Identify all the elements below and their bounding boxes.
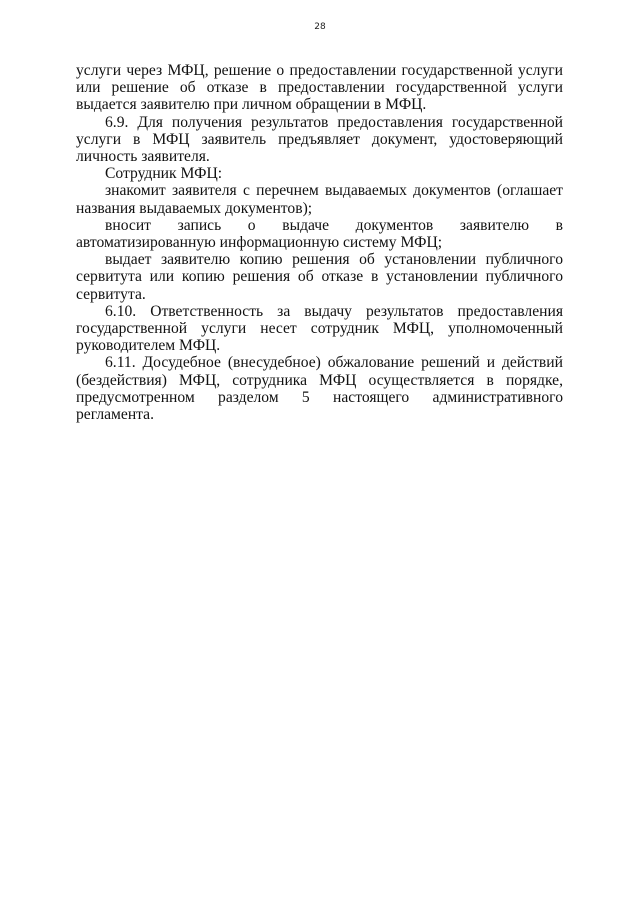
- page-number: 28: [314, 22, 326, 32]
- page-body: [76, 62, 563, 423]
- paragraph-continuation: услуги через МФЦ, решение о предоставлении государственной услуги или решение об отказе в предоставлении государственной услуги выдается заявителю при личном обращении в МФЦ.: [76, 62, 563, 114]
- paragraph-employee-duty-1: знакомит заявителя с перечнем выдаваемых документов (оглашает названия выдаваемых документов);: [76, 182, 563, 217]
- paragraph-employee-duty-2: вносит запись о выдаче документов заявителю в автоматизированную информационную систему МФЦ;: [76, 216, 563, 252]
- paragraph-6-10: 6.10. Ответственность за выдачу результатов предоставления государственной услуги несет сотрудник МФЦ, уполномоченный руководителем МФЦ.: [76, 302, 563, 355]
- paragraph-employee-intro: Сотрудник МФЦ:: [105, 165, 223, 183]
- paragraph-6-11: 6.11. Досудебное (внесудебное) обжалование решений и действий (бездействия) МФЦ, сотрудника МФЦ осуществляется в порядке, предусмотренном разделом 5 настоящего административного регламента.: [76, 354, 563, 424]
- paragraph-employee-duty-3: выдает заявителю копию решения об установлении публичного сервитута или копию решения об отказе в установлении публичного сервитута.: [76, 251, 563, 303]
- paragraph-6-9: 6.9. Для получения результатов предоставления государственной услуги в МФЦ заявитель предъявляет документ, удостоверяющий личность заявителя.: [76, 113, 563, 166]
